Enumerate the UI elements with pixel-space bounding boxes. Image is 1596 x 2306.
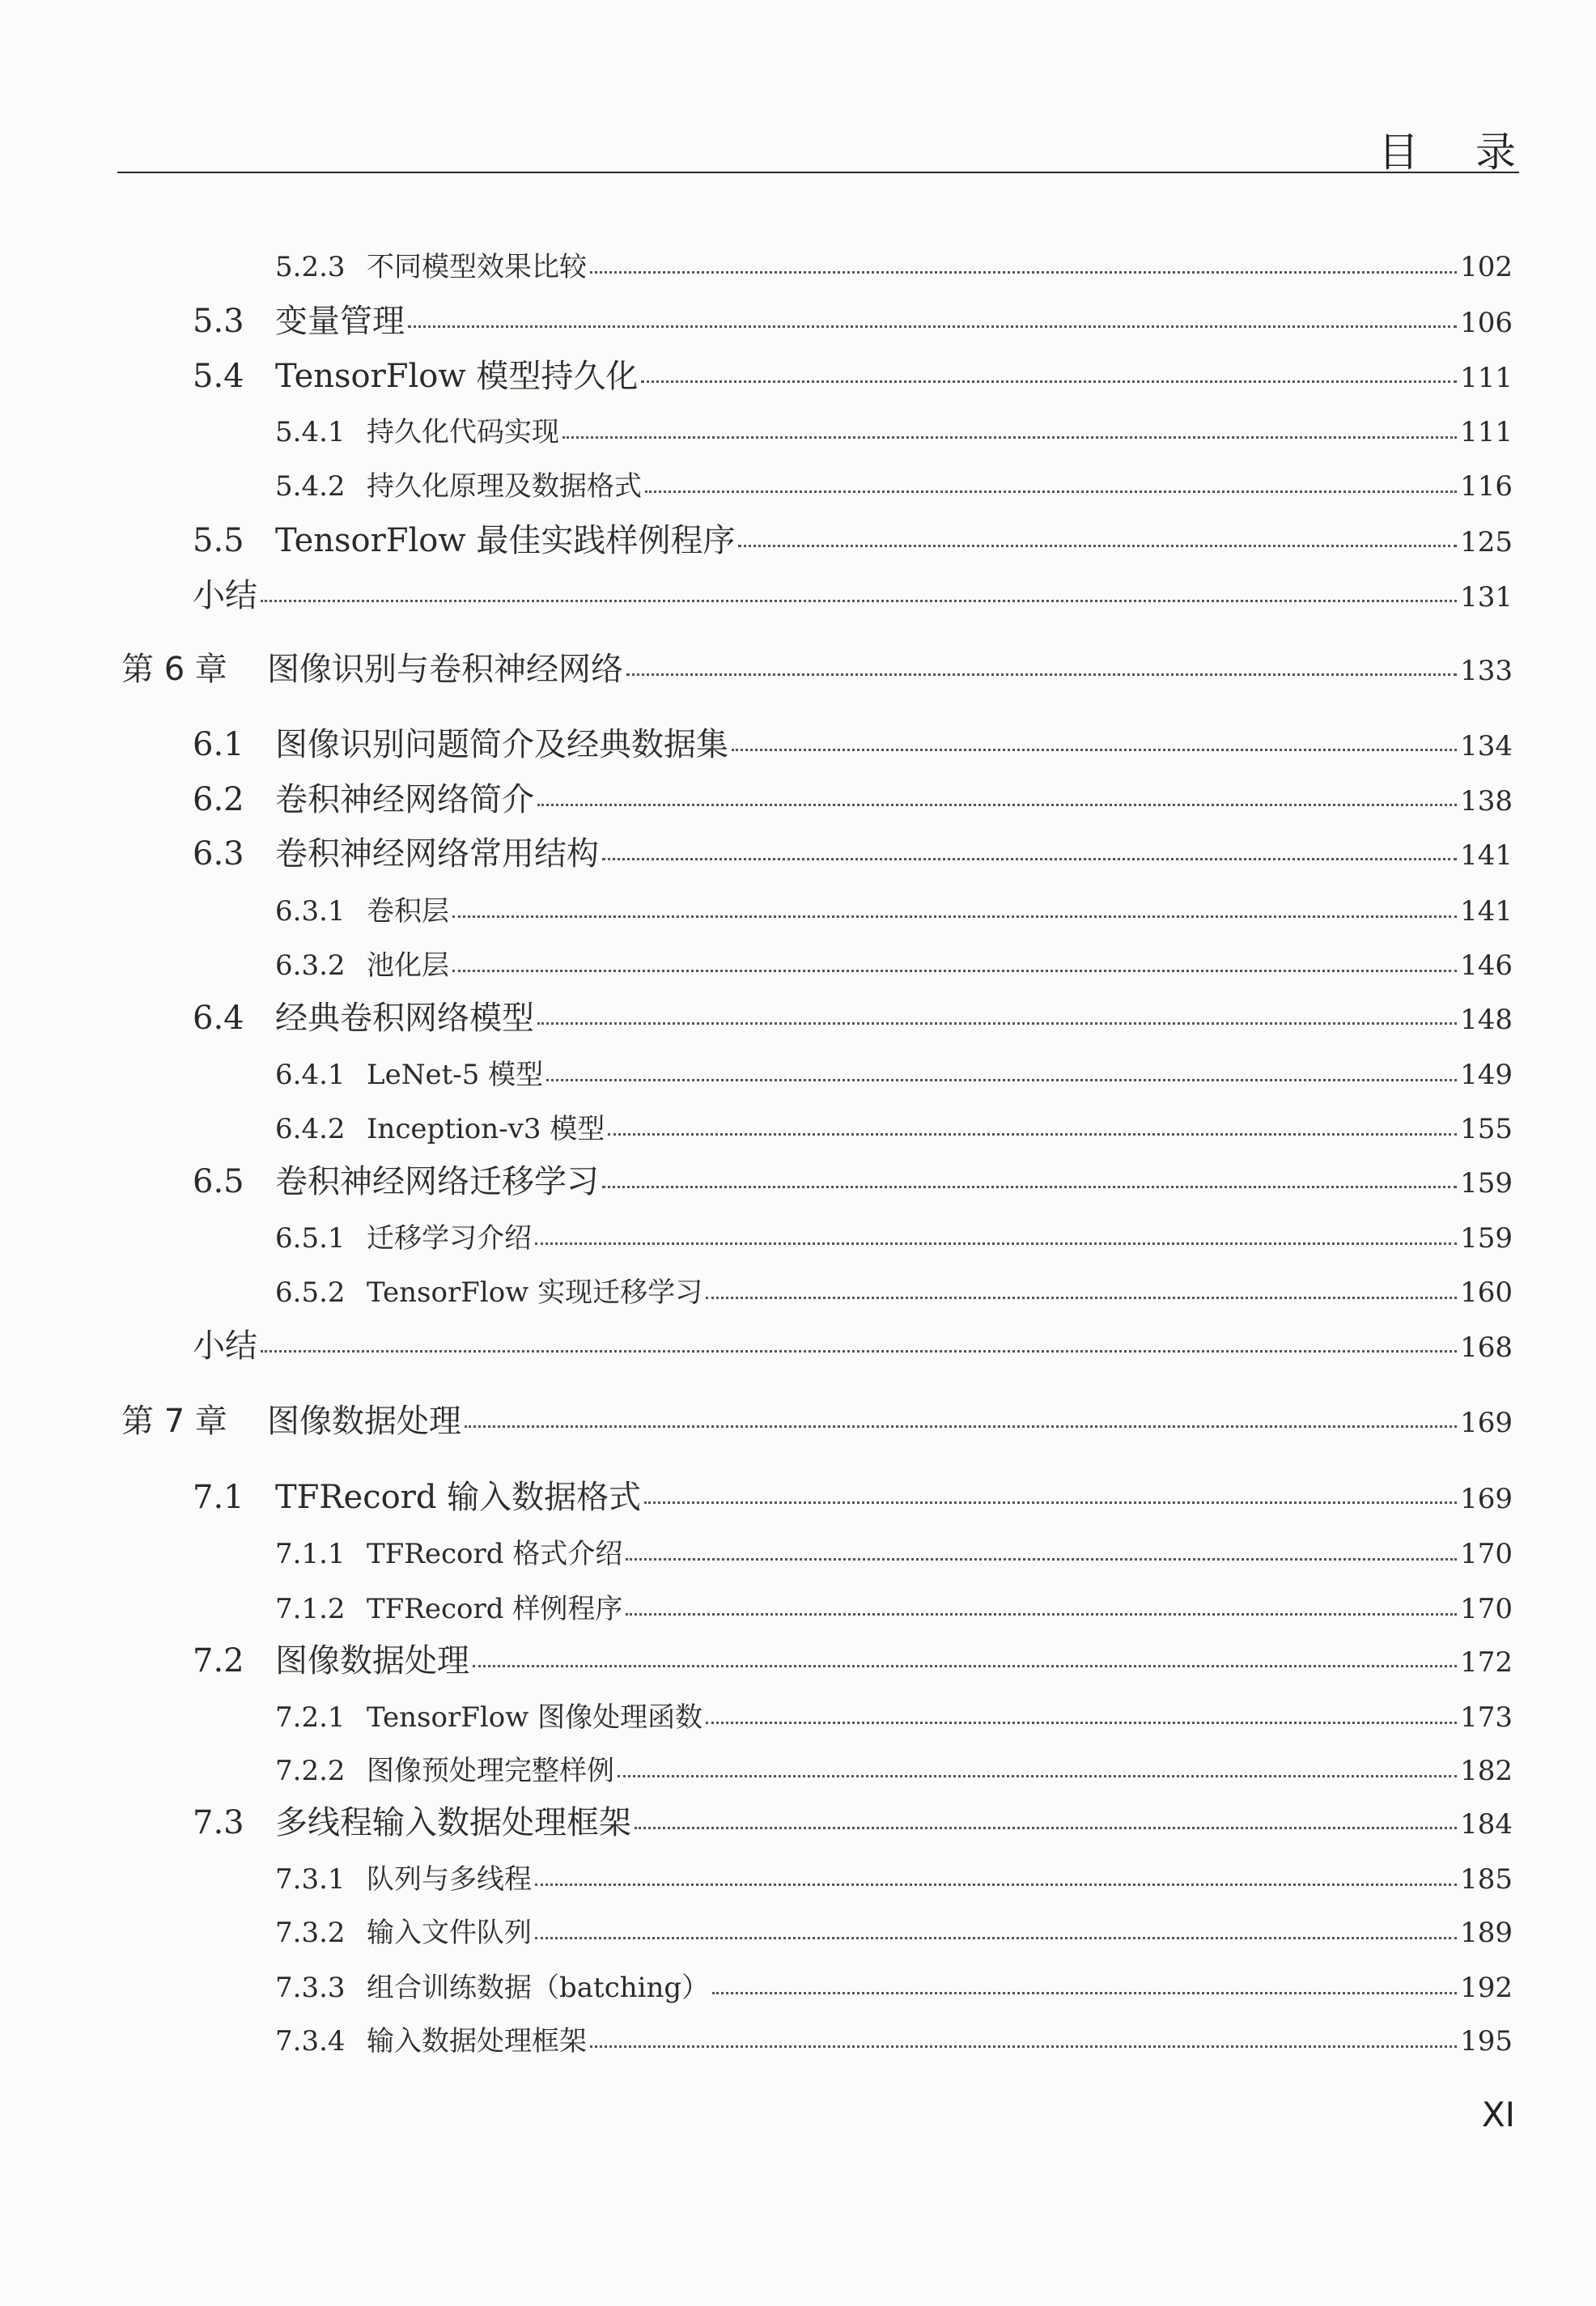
toc-entry — [193, 1799, 1513, 1847]
dot-leader — [473, 1665, 1457, 1667]
dot-leader — [738, 545, 1457, 547]
page-number: 111 — [1460, 416, 1513, 448]
section-title: 不同模型效果比较 — [367, 251, 587, 283]
page-number: 102 — [1460, 251, 1513, 283]
dot-leader — [546, 1079, 1457, 1081]
section-title: LeNet-5 模型 — [367, 1059, 544, 1091]
section-title: 卷积神经网络简介 — [275, 781, 534, 818]
page-number: 185 — [1460, 1863, 1513, 1896]
section-number: 6.2 — [193, 781, 244, 818]
dot-leader — [732, 749, 1457, 751]
dot-leader — [452, 970, 1457, 972]
dot-leader — [618, 1775, 1457, 1777]
section-title: TFRecord 样例程序 — [367, 1593, 623, 1625]
section-title: 输入数据处理框架 — [367, 2025, 587, 2058]
page-number: 148 — [1460, 1004, 1513, 1036]
page-number: 106 — [1460, 307, 1513, 339]
dot-leader — [535, 1242, 1457, 1245]
section-title: TensorFlow 实现迁移学习 — [367, 1276, 703, 1309]
section-title: 队列与多线程 — [367, 1863, 532, 1896]
section-number: 6.5 — [193, 1163, 244, 1200]
section-number: 7.3.3 — [275, 1972, 346, 2004]
page-number: 184 — [1460, 1808, 1513, 1841]
dot-leader — [644, 1501, 1457, 1504]
section-number: 7.3.1 — [275, 1863, 346, 1896]
dot-leader — [602, 1186, 1457, 1188]
section-number: 6.4.1 — [275, 1059, 346, 1091]
toc-chapter — [121, 1397, 1513, 1446]
page-number: 182 — [1460, 1755, 1513, 1787]
section-number: 7.1 — [193, 1479, 244, 1516]
section-number: 6.4.2 — [275, 1113, 346, 1145]
section-title: 图像识别问题简介及经典数据集 — [275, 726, 728, 763]
dot-leader — [706, 1722, 1457, 1724]
chapter-title: 图像数据处理 — [267, 1403, 461, 1440]
section-number: 7.2 — [193, 1642, 244, 1680]
dot-leader — [626, 1558, 1457, 1561]
dot-leader — [535, 1937, 1457, 1939]
toc-chapter — [121, 645, 1513, 694]
page-number: 173 — [1460, 1701, 1513, 1734]
section-number: 7.1.1 — [275, 1538, 346, 1570]
dot-leader — [635, 1827, 1457, 1829]
page-number: 192 — [1460, 1972, 1513, 2004]
dot-leader — [535, 1883, 1457, 1886]
chapter-number: 第 7 章 — [121, 1403, 227, 1440]
section-title: 迁移学习介绍 — [367, 1222, 532, 1255]
dot-leader — [706, 1297, 1457, 1299]
toc-entry — [275, 1585, 1513, 1633]
section-title: 小结 — [193, 577, 257, 614]
page-number: 155 — [1460, 1113, 1513, 1145]
toc-entry — [275, 408, 1513, 457]
toc-entry — [275, 462, 1513, 511]
section-title: 图像预处理完整样例 — [367, 1755, 614, 1787]
page-number: 125 — [1460, 526, 1513, 558]
page-number: 141 — [1460, 895, 1513, 928]
section-number: 7.1.2 — [275, 1593, 346, 1625]
section-title: 卷积神经网络常用结构 — [275, 835, 599, 873]
toc-entry — [275, 1530, 1513, 1578]
toc-entry — [193, 830, 1513, 878]
dot-leader — [626, 673, 1457, 676]
section-title: 变量管理 — [275, 303, 405, 340]
chapter-title: 图像识别与卷积神经网络 — [267, 651, 623, 688]
section-number: 5.4.2 — [275, 470, 346, 503]
page-number: 170 — [1460, 1538, 1513, 1570]
section-number: 7.2.1 — [275, 1701, 346, 1734]
section-number: 7.3 — [193, 1804, 244, 1841]
section-title: 组合训练数据（batching） — [367, 1972, 710, 2004]
toc-entry — [193, 1637, 1513, 1685]
toc-entry — [193, 297, 1513, 346]
page-number: 138 — [1460, 785, 1513, 818]
section-title: 卷积层 — [367, 895, 449, 928]
section-number: 6.5.1 — [275, 1222, 346, 1255]
toc-entry — [193, 720, 1513, 769]
toc-entry — [275, 1855, 1513, 1904]
section-number: 5.4.1 — [275, 416, 346, 448]
section-number: 5.4 — [193, 358, 244, 395]
section-number: 5.5 — [193, 522, 244, 559]
toc-entry — [275, 941, 1513, 990]
page-number: 159 — [1460, 1222, 1513, 1255]
page-number: 170 — [1460, 1593, 1513, 1625]
page-number: 195 — [1460, 2025, 1513, 2058]
toc-entry — [193, 1157, 1513, 1206]
section-title: TFRecord 格式介绍 — [367, 1538, 623, 1570]
section-title: 输入文件队列 — [367, 1917, 532, 1949]
dot-leader — [626, 1613, 1457, 1616]
page-number: 169 — [1460, 1483, 1513, 1515]
section-number: 7.3.4 — [275, 2025, 346, 2058]
toc-entry — [193, 775, 1513, 824]
section-title: 小结 — [193, 1327, 257, 1365]
dot-leader — [641, 380, 1457, 383]
section-number: 6.3.1 — [275, 895, 346, 928]
section-number: 6.5.2 — [275, 1276, 346, 1309]
section-number: 6.3.2 — [275, 949, 346, 982]
section-title: 池化层 — [367, 949, 449, 982]
toc-entry — [193, 516, 1513, 565]
dot-leader — [537, 1022, 1457, 1025]
section-title: Inception-v3 模型 — [367, 1113, 605, 1145]
toc-entry — [193, 352, 1513, 401]
page-number: 133 — [1460, 655, 1513, 687]
dot-leader — [712, 1992, 1457, 1994]
section-title: 经典卷积网络模型 — [275, 1000, 534, 1037]
page-number: 141 — [1460, 839, 1513, 872]
toc-entry — [193, 1473, 1513, 1522]
dot-leader — [465, 1425, 1457, 1428]
page-number: 116 — [1460, 470, 1513, 503]
toc-entry — [275, 1268, 1513, 1317]
dot-leader — [537, 804, 1457, 806]
section-title: 卷积神经网络迁移学习 — [275, 1163, 599, 1200]
section-number: 7.2.2 — [275, 1755, 346, 1787]
page-number: 172 — [1460, 1646, 1513, 1679]
section-title: TFRecord 输入数据格式 — [275, 1479, 642, 1516]
dot-leader — [590, 2045, 1457, 2048]
toc-entry — [275, 1693, 1513, 1742]
toc-entry — [275, 1051, 1513, 1099]
page-title: 目录 — [1378, 129, 1573, 176]
dot-leader — [602, 858, 1457, 860]
dot-leader — [645, 491, 1457, 493]
toc-entry — [275, 887, 1513, 936]
toc-entry — [275, 1747, 1513, 1795]
toc-entry — [193, 994, 1513, 1043]
dot-leader — [261, 600, 1457, 602]
section-number: 5.2.3 — [275, 251, 346, 283]
page-number: 159 — [1460, 1167, 1513, 1200]
section-number: 6.4 — [193, 1000, 244, 1037]
section-title: TensorFlow 模型持久化 — [275, 358, 639, 395]
page-number: 149 — [1460, 1059, 1513, 1091]
toc-entry — [193, 1322, 1513, 1370]
toc-entry — [275, 1964, 1513, 2012]
page-number: 134 — [1460, 730, 1513, 762]
chapter-number: 第 6 章 — [121, 651, 227, 688]
page-number: 189 — [1460, 1917, 1513, 1949]
section-number: 6.3 — [193, 835, 244, 873]
page-number: 131 — [1460, 581, 1513, 614]
toc-entry — [275, 1909, 1513, 1957]
toc-entry — [193, 571, 1513, 620]
page-number: 146 — [1460, 949, 1513, 982]
dot-leader — [408, 325, 1457, 328]
section-title: TensorFlow 图像处理函数 — [367, 1701, 703, 1734]
section-number: 7.3.2 — [275, 1917, 346, 1949]
section-number: 6.1 — [193, 726, 244, 763]
section-title: 持久化代码实现 — [367, 416, 559, 448]
dot-leader — [562, 436, 1457, 439]
page-number: 168 — [1460, 1331, 1513, 1364]
dot-leader — [608, 1133, 1457, 1136]
toc-entry — [275, 2017, 1513, 2066]
section-number: 5.3 — [193, 303, 244, 340]
section-title: 图像数据处理 — [275, 1642, 469, 1680]
toc-entry — [275, 1214, 1513, 1263]
section-title: TensorFlow 最佳实践样例程序 — [275, 522, 736, 559]
page-number: 169 — [1460, 1407, 1513, 1439]
dot-leader — [590, 271, 1457, 274]
toc-entry — [275, 1105, 1513, 1153]
dot-leader — [261, 1350, 1457, 1353]
dot-leader — [452, 915, 1457, 918]
page-folio: XI — [1481, 2095, 1515, 2134]
toc-entry — [275, 243, 1513, 291]
page-number: 160 — [1460, 1276, 1513, 1309]
section-title: 多线程输入数据处理框架 — [275, 1804, 631, 1841]
page-number: 111 — [1460, 362, 1513, 394]
section-title: 持久化原理及数据格式 — [367, 470, 642, 503]
